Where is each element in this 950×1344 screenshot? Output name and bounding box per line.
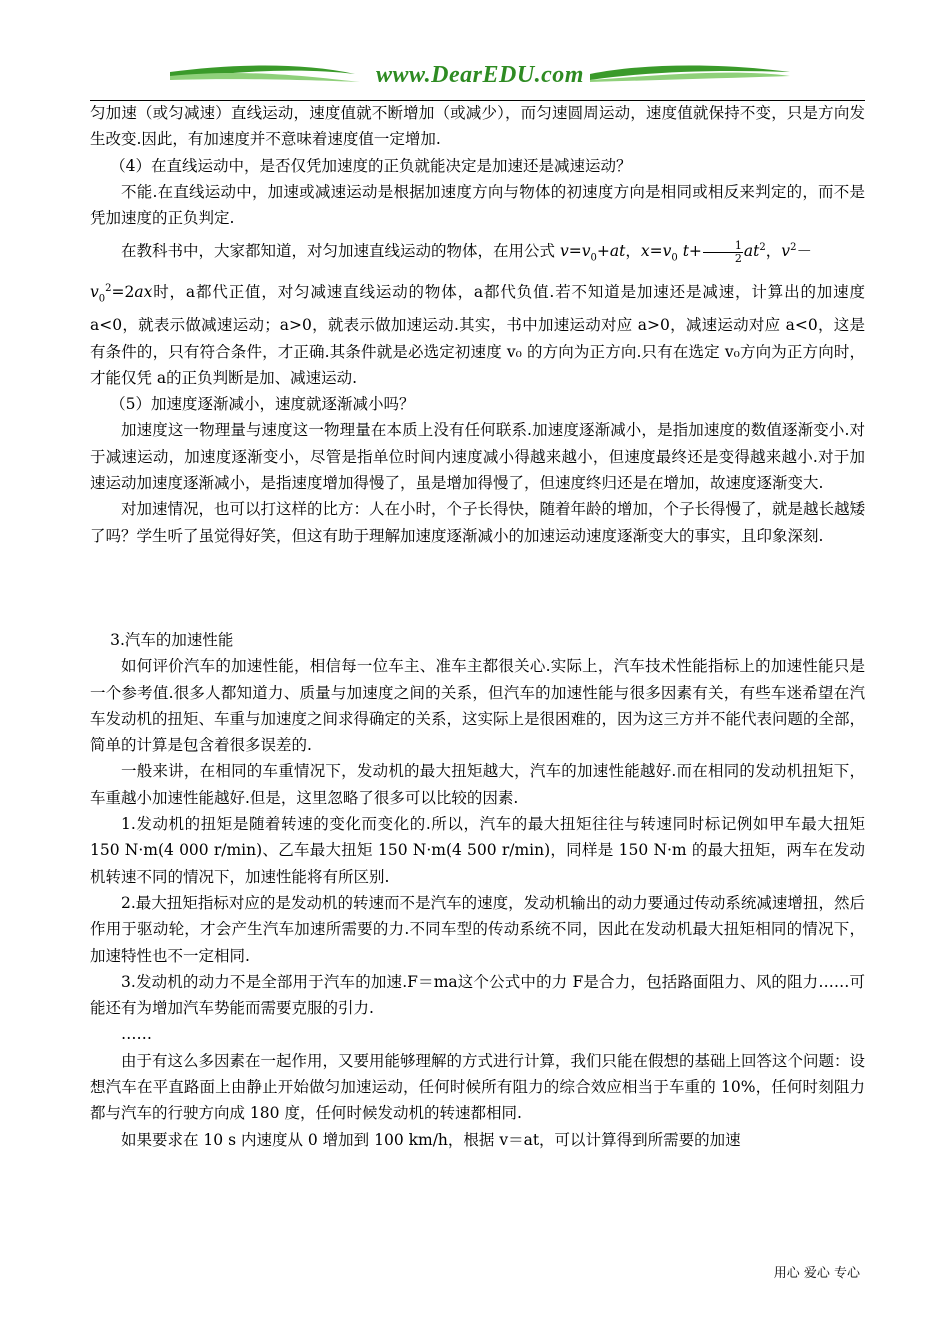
section-3-paragraph: 一般来讲，在相同的车重情况下，发动机的最大扭矩越大，汽车的加速性能越好.而在相同的发动机扭矩下，车重越小加速性能越好.但是，这里忽略了很多可以比较的因素. bbox=[90, 762, 865, 807]
answer-4: 不能.在直线运动中，加速或减速运动是根据加速度方向与物体的初速度方向是相同或相反来判定的，而不是凭加速度的正负判定. bbox=[90, 182, 865, 228]
section-3-item-2: 2.最大扭矩指标对应的是发动机的转速而不是汽车的速度，发动机输出的动力要通过传动系统减速增扭，然后作用于驱动轮，才会产生汽车加速所需要的力.不同车型的传动系统不同，因此在发动机最大扭矩相同的情况下，加速特性也不一定相同. bbox=[90, 893, 865, 965]
section-3-paragraph: 如何评价汽车的加速性能，相信每一位车主、准车主都很关心.实际上，汽车技术性能指标上的加速性能只是一个参考值.很多人都知道力、质量与加速度之间的关系，但汽车的加速性能与很多因素有关，有些车迷希望在汽车发动机的扭矩、车重与加速度之间求得确定的关系，这实际上是很困难的，因为这三方并不能代表问题的全部，简单的计算是包含着很多误差的. bbox=[90, 657, 866, 755]
spacer bbox=[90, 549, 865, 627]
formula-paragraph: 在教科书中，大家都知道，对匀加速直线运动的物体，在用公式 $v=v_0+at$，$x=v_0$ t+ $\frac{1}{2}$ $at^2$，$v^2-$ bbox=[121, 239, 812, 266]
site-title: www.DearEDU.com bbox=[376, 62, 584, 88]
page-footer: 用心 爱心 专心 bbox=[773, 1266, 860, 1281]
site-header-banner bbox=[90, 58, 870, 98]
formula-continuation: $v_0^2=2ax$时，a都代正值，对匀减速直线运动的物体，a都代负值.若不知道是加速还是减速，计算出的加速度 a<0，就表示做减速运动；a>0，就表示做加速运动.其实，书中加速运动对应 a>0，减速运动对应 a<0，这是有条件的，只有符合条件，才正确.其条件就是必选定初速度 v₀ 的方向为正方向.只有在选定 v₀方向为正方向时，才能仅凭 a的正负判断是加、减速运动. bbox=[90, 282, 865, 387]
answer-5: 加速度这一物理量与速度这一物理量在本质上没有任何联系.加速度逐渐减小，是指加速度的数值逐渐变小.对于减速运动，加速度逐渐变小，尽管是指单位时间内速度减小得越来越小，但速度最终还是变得越来越小.对于加速运动加速度逐渐减小，是指速度增加得慢了，虽是增加得慢了，但速度终归还是在增加，故速度逐渐变大. bbox=[90, 421, 865, 493]
document-body bbox=[90, 100, 865, 1153]
formula-intro-text: 在教科书中，大家都知道，对匀加速直线运动的物体，在用公式 bbox=[121, 242, 556, 261]
section-3-item-3: 3.发动机的动力不是全部用于汽车的加速.F＝ma这个公式中的力 F是合力，包括路面阻力、风的阻力……可能还有为增加汽车势能而需要克服的引力. bbox=[90, 972, 865, 1018]
question-5: （5）加速度逐渐减小，速度就逐渐减小吗？ bbox=[110, 395, 415, 414]
section-3-paragraph: 由于有这么多因素在一起作用，又要用能够理解的方式进行计算，我们只能在假想的基础上回答这个问题：设想汽车在平直路面上由静止开始做匀加速运动，任何时候所有阻力的综合效应相当于车重的 10%，任何时刻阻力都与汽车的行驶方向成 180 度，任何时候发动机的转速都相同. bbox=[90, 1051, 866, 1123]
section-3-paragraph: 如果要求在 10 s 内速度从 0 增加到 100 km/h，根据 v＝at，可以计算得到所需要的加速 bbox=[121, 1130, 741, 1149]
section-3-item-1: 1.发动机的扭矩是随着转速的变化而变化的.所以，汽车的最大扭矩往往与转速同时标记例如甲车最大扭矩 150 N·m(4 000 r/min)、乙车最大扭矩 150 N·m(4 500 r/min)，同样是 150 N·m 的最大扭矩，两车在发动机转速不同的情况下，加速性能将有所区别. bbox=[90, 815, 865, 886]
fraction-half: $\frac{1}{2}$ bbox=[703, 240, 743, 265]
ellipsis: …… bbox=[121, 1025, 152, 1044]
question-4: （4）在直线运动中，是否仅凭加速度的正负就能决定是加速还是减速运动？ bbox=[110, 156, 632, 175]
analogy-paragraph: 对加速情况，也可以打这样的比方：人在小时，个子长得快，随着年龄的增加，个子长得慢了，就是越长越矮了吗？学生听了虽觉得好笑，但这有助于理解加速度逐渐减小的加速运动速度逐渐变大的事实，且印象深刻. bbox=[90, 500, 866, 545]
section-3-title: 3.汽车的加速性能 bbox=[110, 630, 234, 649]
formula-cont-text: 时，a都代正值，对匀减速直线运动的物体，a都代负值.若不知道是加速还是减速，计算出的加速度 a<0，就表示做减速运动；a>0，就表示做加速运动.其实，书中加速运动对应 a>0，减速运动对应 a<0，这是有条件的，只有符合条件，才正确.其条件就是必选定初速度 v₀ 的方向为正方向.只有在选定 v₀方向为正方向时，才能仅凭 a的正负判断是加、减速运动. bbox=[90, 282, 865, 387]
paragraph: 匀加速（或匀减速）直线运动，速度值就不断增加（或减少），而匀速圆周运动，速度值就保持不变，只是方向发生改变.因此，有加速度并不意味着速度值一定增加. bbox=[90, 104, 865, 149]
